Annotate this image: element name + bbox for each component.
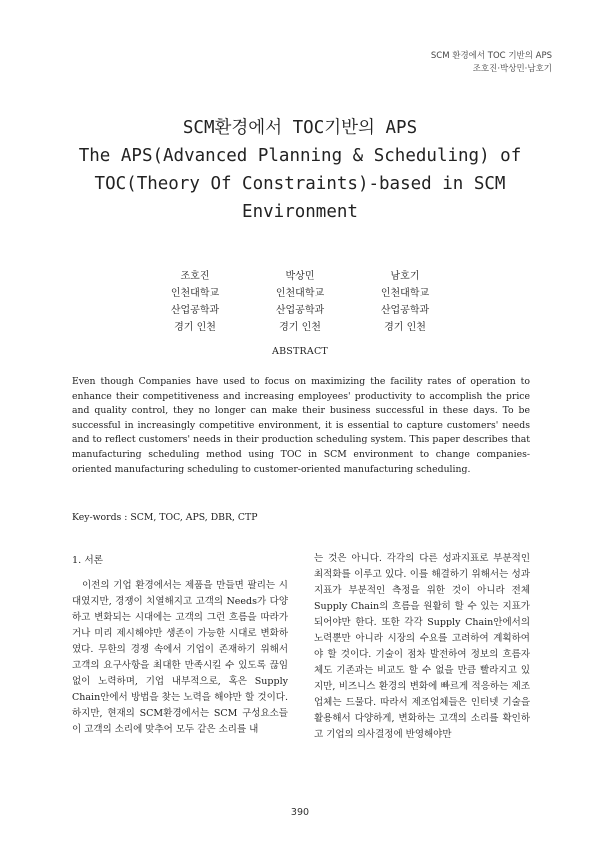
author-name: 남호기	[390, 271, 420, 282]
right-column	[314, 551, 530, 743]
author-department: 산업공학과	[170, 305, 220, 316]
author-location: 경기 인천	[174, 322, 216, 333]
author-affiliation: 인천대학교	[380, 288, 430, 299]
running-head-title: SCM 환경에서 TOC 기반의 APS	[430, 51, 552, 61]
left-column	[72, 553, 288, 738]
title-line-1: SCM환경에서 TOC기반의 APS	[182, 118, 418, 138]
body-paragraph: 이전의 기업 환경에서는 제품을 만들면 팔리는 시대였지만, 경쟁이 치열해지고 고객의 Needs가 다양하고 변화되는 시대에는 고객의 그런 흐름을 따라가거나 미리 제시해야만 생존이 가능한 시대로 변화하였다. 무한의 경쟁 속에서 기업이 존재하기 위해서 고객의 요구사항을 최대한 만족시킬 수 있도록 끊임없이 노력하며, 기업 내부적으로, 혹은 Supply Chain안에서 방법을 찾는 노력을 해야만 할 것이다. 하지만, 현재의 SCM환경에서는 SCM 구성요소들이 고객의 소리에 맞추어 모두 같은 소리를 내	[72, 580, 288, 735]
author-department: 산업공학과	[275, 305, 325, 316]
author-location: 경기 인천	[384, 322, 426, 333]
author-affiliation: 인천대학교	[170, 288, 220, 299]
keywords: Key-words : SCM, TOC, APS, DBR, CTP	[72, 512, 258, 523]
running-head	[431, 50, 552, 76]
author-location: 경기 인천	[279, 322, 321, 333]
page-number: 390	[290, 807, 310, 818]
author-3	[360, 268, 450, 336]
title-line-4: Environment	[242, 202, 358, 222]
body-paragraph: 는 것은 아니다. 각각의 다른 성과지표로 부분적인 최적화를 이루고 있다. 이를 해결하기 위해서는 성과지표가 부분적인 측정을 위한 것이 아니라 전체 Supply Chain의 흐름을 원활히 할 수 있는 지표가 되어야만 한다. 또한 각각 Supply Chain안에서의 노력뿐만 아니라 시장의 수요를 고려하여 계획하여야 할 것이다. 기술이 점차 발전하여 정보의 흐름자체도 기존과는 비교도 할 수 없을 만큼 빨라지고 있지만, 비즈니스 환경의 변화에 빠르게 적응하는 제조업체는 드물다. 따라서 제조업체들은 인터넷 기술을 활용해서 다양하게, 변화하는 고객의 소리를 확인하고 기업의 의사결정에 반영해야만	[314, 553, 530, 740]
author-2	[255, 268, 345, 336]
author-department: 산업공학과	[380, 305, 430, 316]
author-list	[150, 268, 450, 336]
title-line-2: The APS(Advanced Planning & Scheduling) of	[78, 146, 522, 166]
paper-title	[40, 114, 560, 226]
author-name: 박상민	[285, 271, 315, 282]
title-line-3: TOC(Theory Of Constraints)-based in SCM	[94, 174, 506, 194]
running-head-authors: 조호진·박상민·남호기	[472, 64, 552, 74]
author-name: 조호진	[180, 271, 210, 282]
abstract-heading: ABSTRACT	[272, 346, 328, 357]
author-affiliation: 인천대학교	[275, 288, 325, 299]
section-heading: 1. 서론	[72, 555, 104, 566]
author-1	[150, 268, 240, 336]
abstract-body: Even though Companies have used to focus on maximizing the facility rates of operation to enhance their competitiveness and increasing employees' productivity to accomplish the price and quality control, they no longer can make their business successful in these days. To be successful in increasingly competitive environment, it is essential to capture customers' needs and to reflect customers' needs in their production scheduling system. This paper describes that manufacturing scheduling method using TOC in SCM environment to change companies-oriented manufacturing scheduling to customer-oriented manufacturing scheduling.	[72, 376, 530, 475]
